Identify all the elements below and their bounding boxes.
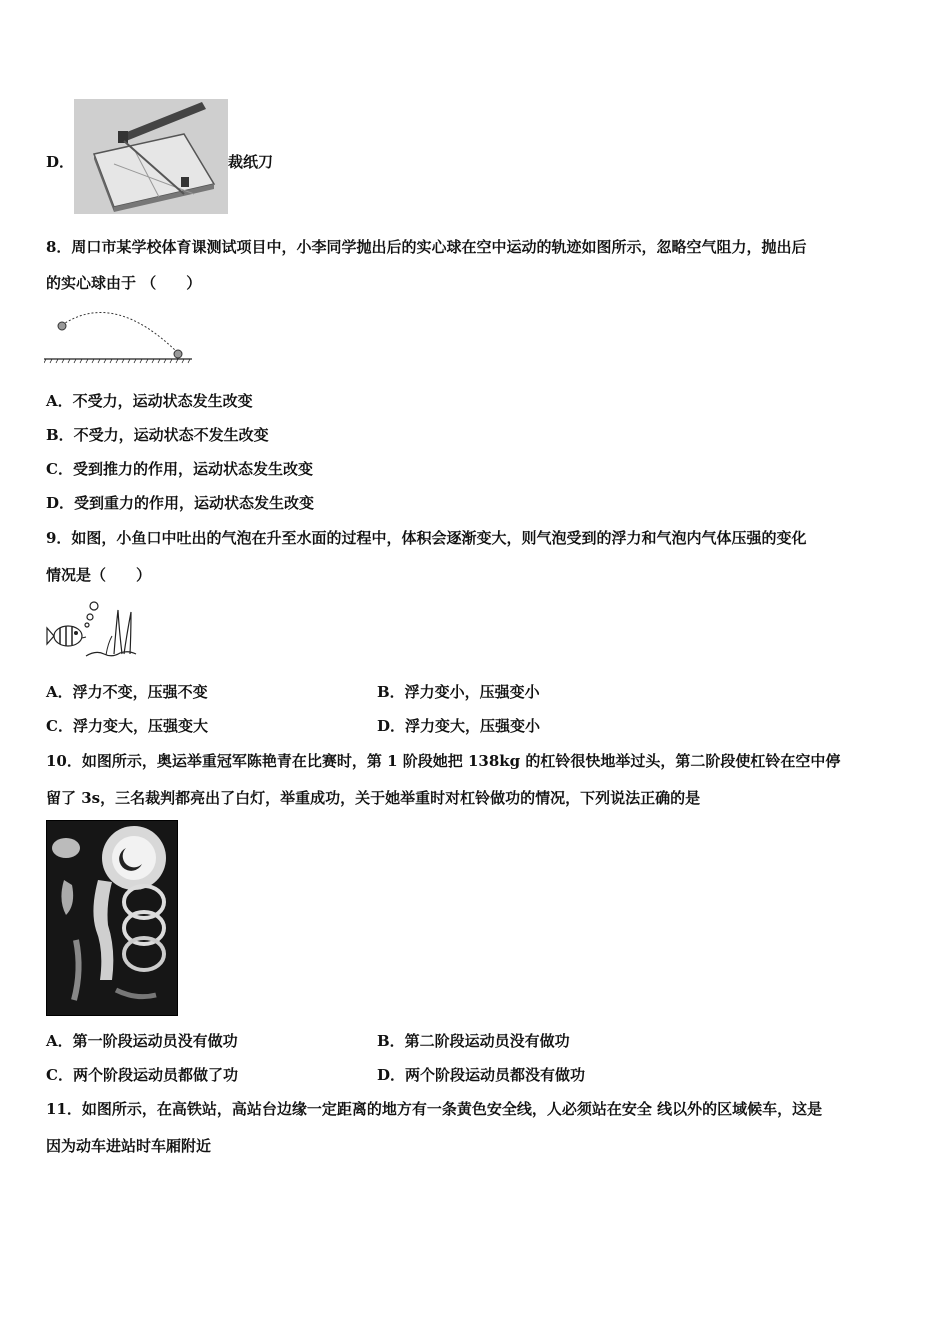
q8-stem-line2: 的实心球由于 （ ） (46, 274, 202, 292)
q10-stem-line1: 10．如图所示，奥运举重冠军陈艳青在比赛时，第 1 阶段她把 138kg 的杠铃很快地举过头，第二阶段使杠铃在空中停 (46, 752, 841, 770)
q9-option-c: C．浮力变大，压强变大 (46, 717, 208, 735)
paper-cutter-image (74, 99, 228, 214)
q8-stem-line1: 8．周口市某学校体育课测试项目中，小李同学抛出后的实心球在空中运动的轨迹如图所示，忽略空气阻力，抛出后 (46, 238, 807, 256)
q10-option-b: B．第二阶段运动员没有做功 (377, 1032, 570, 1050)
q8-option-d: D．受到重力的作用，运动状态发生改变 (46, 494, 315, 512)
weightlifter-photo (46, 820, 178, 1016)
q10-stem-line2: 留了 3s，三名裁判都亮出了白灯，举重成功，关于她举重时对杠铃做功的情况，下列说法正确的是 (46, 789, 701, 807)
q8-option-a: A．不受力，运动状态发生改变 (46, 392, 253, 410)
q11-stem-line2: 因为动车进站时车厢附近 (46, 1137, 212, 1155)
q9-option-b: B．浮力变小，压强变小 (377, 683, 540, 701)
q9-stem-line2: 情况是（ ） (46, 566, 152, 584)
q8-option-b: B．不受力，运动状态不发生改变 (46, 426, 269, 444)
q9-option-d: D．浮力变大，压强变小 (377, 717, 541, 735)
q8-option-c: C．受到推力的作用，运动状态发生改变 (46, 460, 313, 478)
q10-option-d: D．两个阶段运动员都没有做功 (377, 1066, 586, 1084)
q7-option-d-label: D． (46, 153, 75, 171)
q10-option-c: C．两个阶段运动员都做了功 (46, 1066, 238, 1084)
fish-bubbles-diagram (46, 598, 138, 662)
ball-trajectory-diagram (44, 305, 194, 367)
q7-option-d-text: 裁纸刀 (228, 153, 274, 171)
q9-stem-line1: 9．如图，小鱼口中吐出的气泡在升至水面的过程中，体积会逐渐变大，则气泡受到的浮力和气泡内气体压强的变化 (46, 529, 807, 547)
q9-option-a: A．浮力不变，压强不变 (46, 683, 208, 701)
q11-stem-line1: 11．如图所示，在高铁站，高站台边缘一定距离的地方有一条黄色安全线，人必须站在安全 线以外的区域候车，这是 (46, 1100, 823, 1118)
q10-option-a: A．第一阶段运动员没有做功 (46, 1032, 238, 1050)
